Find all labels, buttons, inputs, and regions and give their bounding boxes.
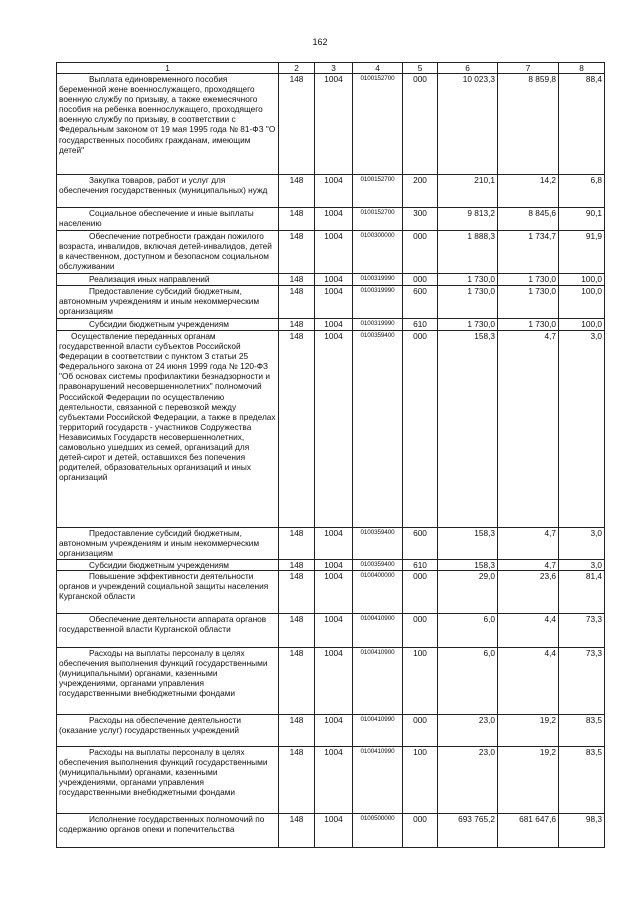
section-code-cell: 1004 <box>315 571 353 614</box>
table-row <box>57 319 605 331</box>
planned-amount-cell: 6,0 <box>438 648 498 715</box>
table-row <box>57 715 605 747</box>
target-article-cell: 0100152700 <box>353 208 403 231</box>
execution-percent-cell: 6,8 <box>559 175 605 208</box>
execution-percent-cell: 3,0 <box>559 528 605 560</box>
target-article-cell: 0100359400 <box>353 560 403 571</box>
executed-amount-cell: 1 730,0 <box>498 319 559 331</box>
section-code-cell: 1004 <box>315 319 353 331</box>
executed-amount-cell: 4,7 <box>498 560 559 571</box>
execution-percent-cell: 83,5 <box>559 747 605 814</box>
expense-type-cell: 100 <box>403 648 438 715</box>
expense-type-cell: 600 <box>403 528 438 560</box>
row-description: Социальное обеспечение и иные выплаты населению <box>57 208 279 231</box>
column-header: 6 <box>438 63 498 74</box>
table-row <box>57 175 605 208</box>
column-header: 8 <box>559 63 605 74</box>
planned-amount-cell: 10 023,3 <box>438 74 498 175</box>
execution-percent-cell: 81,4 <box>559 571 605 614</box>
row-description: Выплата единовременного пособия беременной жене военнослужащего, проходящего военную службу по призыву, а также ежемесячного пособия на ребенка военнослужащего, проходящего военную службу по призыву, в соответствии с Федеральным законом от 19 мая 1995 года № 81-ФЗ "О государственных пособиях гражданам, имеющим детей" <box>57 74 279 175</box>
target-article-cell: 0100410900 <box>353 648 403 715</box>
planned-amount-cell: 29,0 <box>438 571 498 614</box>
admin-code-cell: 148 <box>279 648 315 715</box>
row-description: Субсидии бюджетным учреждениям <box>57 560 279 571</box>
target-article-cell: 0100319990 <box>353 319 403 331</box>
row-description: Обеспечение потребности граждан пожилого возраста, инвалидов, включая детей-инвалидов, детей в качественном, доступном и безопасном социальном обслуживании <box>57 231 279 274</box>
table-row <box>57 286 605 319</box>
execution-percent-cell: 91,9 <box>559 231 605 274</box>
row-description: Расходы на выплаты персоналу в целях обеспечения выполнения функций государственными (муниципальными) органами, казенными учреждениями, органами управления государственными внебюджетными фондами <box>57 648 279 715</box>
target-article-cell: 0100410990 <box>353 747 403 814</box>
executed-amount-cell: 8 845,6 <box>498 208 559 231</box>
execution-percent-cell: 3,0 <box>559 331 605 528</box>
expense-type-cell: 610 <box>403 560 438 571</box>
column-header: 1 <box>57 63 279 74</box>
section-code-cell: 1004 <box>315 286 353 319</box>
planned-amount-cell: 1 730,0 <box>438 274 498 286</box>
row-description: Предоставление субсидий бюджетным, автономным учреждениям и иным некоммерческим организациям <box>57 286 279 319</box>
table-row <box>57 231 605 274</box>
planned-amount-cell: 1 730,0 <box>438 319 498 331</box>
budget-table <box>56 62 605 848</box>
execution-percent-cell: 73,3 <box>559 648 605 715</box>
executed-amount-cell: 1 734,7 <box>498 231 559 274</box>
column-header: 5 <box>403 63 438 74</box>
executed-amount-cell: 14,2 <box>498 175 559 208</box>
table-row <box>57 747 605 814</box>
target-article-cell: 0100319990 <box>353 286 403 319</box>
planned-amount-cell: 6,0 <box>438 614 498 648</box>
target-article-cell: 0100152700 <box>353 175 403 208</box>
section-code-cell: 1004 <box>315 208 353 231</box>
admin-code-cell: 148 <box>279 528 315 560</box>
planned-amount-cell: 693 765,2 <box>438 814 498 848</box>
admin-code-cell: 148 <box>279 274 315 286</box>
execution-percent-cell: 100,0 <box>559 319 605 331</box>
execution-percent-cell: 98,3 <box>559 814 605 848</box>
executed-amount-cell: 19,2 <box>498 747 559 814</box>
admin-code-cell: 148 <box>279 231 315 274</box>
section-code-cell: 1004 <box>315 814 353 848</box>
admin-code-cell: 148 <box>279 715 315 747</box>
executed-amount-cell: 4,7 <box>498 528 559 560</box>
column-header: 2 <box>279 63 315 74</box>
admin-code-cell: 148 <box>279 814 315 848</box>
target-article-cell: 0100400000 <box>353 571 403 614</box>
table-row <box>57 528 605 560</box>
target-article-cell: 0100410900 <box>353 614 403 648</box>
execution-percent-cell: 88,4 <box>559 74 605 175</box>
table-row <box>57 648 605 715</box>
row-description: Обеспечение деятельности аппарата органов государственной власти Курганской области <box>57 614 279 648</box>
row-description: Расходы на обеспечение деятельности (оказание услуг) государственных учреждений <box>57 715 279 747</box>
row-description: Предоставление субсидий бюджетным, автономным учреждениям и иным некоммерческим организациям <box>57 528 279 560</box>
section-code-cell: 1004 <box>315 614 353 648</box>
target-article-cell: 0100500000 <box>353 814 403 848</box>
admin-code-cell: 148 <box>279 286 315 319</box>
table-row <box>57 571 605 614</box>
table-row <box>57 614 605 648</box>
expense-type-cell: 600 <box>403 286 438 319</box>
row-description: Расходы на выплаты персоналу в целях обеспечения выполнения функций государственными (муниципальными) органами, казенными учреждениями, органами управления государственными внебюджетными фондами <box>57 747 279 814</box>
expense-type-cell: 000 <box>403 274 438 286</box>
expense-type-cell: 000 <box>403 74 438 175</box>
row-description: Осуществление переданных органам государственной власти субъектов Российской Федерации в соответствии с пунктом 3 статьи 25 Федерального закона от 24 июня 1999 года № 120-ФЗ "Об основах системы профилактики безнадзорности и правонарушений несовершеннолетних" полномочий Российской Федерации по осуществлению деятельности, связанной с перевозкой между субъектами Российской Федерации, а также в пределах территорий государств - участников Содружества Независимых Государств несовершеннолетних, самовольно ушедших из семей, организаций для детей-сирот и детей, оставшихся без попечения родителей, образовательных организаций и иных организаций <box>57 331 279 528</box>
section-code-cell: 1004 <box>315 274 353 286</box>
planned-amount-cell: 23,0 <box>438 715 498 747</box>
section-code-cell: 1004 <box>315 648 353 715</box>
row-description: Повышение эффективности деятельности органов и учреждений социальной защиты населения Курганской области <box>57 571 279 614</box>
admin-code-cell: 148 <box>279 208 315 231</box>
column-header: 4 <box>353 63 403 74</box>
column-header: 3 <box>315 63 353 74</box>
planned-amount-cell: 9 813,2 <box>438 208 498 231</box>
expense-type-cell: 000 <box>403 614 438 648</box>
section-code-cell: 1004 <box>315 231 353 274</box>
executed-amount-cell: 19,2 <box>498 715 559 747</box>
admin-code-cell: 148 <box>279 331 315 528</box>
target-article-cell: 0100300000 <box>353 231 403 274</box>
admin-code-cell: 148 <box>279 175 315 208</box>
executed-amount-cell: 1 730,0 <box>498 274 559 286</box>
table-row <box>57 814 605 848</box>
admin-code-cell: 148 <box>279 560 315 571</box>
table-row <box>57 331 605 528</box>
admin-code-cell: 148 <box>279 319 315 331</box>
planned-amount-cell: 210,1 <box>438 175 498 208</box>
execution-percent-cell: 83,5 <box>559 715 605 747</box>
table-body <box>57 74 605 848</box>
row-description: Закупка товаров, работ и услуг для обеспечения государственных (муниципальных) нужд <box>57 175 279 208</box>
page-number: 162 <box>312 37 328 47</box>
planned-amount-cell: 158,3 <box>438 331 498 528</box>
planned-amount-cell: 23,0 <box>438 747 498 814</box>
expense-type-cell: 610 <box>403 319 438 331</box>
section-code-cell: 1004 <box>315 175 353 208</box>
execution-percent-cell: 90,1 <box>559 208 605 231</box>
expense-type-cell: 000 <box>403 231 438 274</box>
target-article-cell: 0100359400 <box>353 528 403 560</box>
execution-percent-cell: 100,0 <box>559 286 605 319</box>
execution-percent-cell: 73,3 <box>559 614 605 648</box>
table-row <box>57 274 605 286</box>
executed-amount-cell: 681 647,6 <box>498 814 559 848</box>
table-row <box>57 560 605 571</box>
expense-type-cell: 300 <box>403 208 438 231</box>
executed-amount-cell: 8 859,8 <box>498 74 559 175</box>
table-row <box>57 74 605 175</box>
section-code-cell: 1004 <box>315 747 353 814</box>
row-description: Реализация иных направлений <box>57 274 279 286</box>
admin-code-cell: 148 <box>279 747 315 814</box>
expense-type-cell: 200 <box>403 175 438 208</box>
section-code-cell: 1004 <box>315 331 353 528</box>
admin-code-cell: 148 <box>279 571 315 614</box>
section-code-cell: 1004 <box>315 74 353 175</box>
admin-code-cell: 148 <box>279 614 315 648</box>
expense-type-cell: 000 <box>403 814 438 848</box>
table-header-row <box>57 63 605 74</box>
planned-amount-cell: 1 730,0 <box>438 286 498 319</box>
planned-amount-cell: 158,3 <box>438 528 498 560</box>
expense-type-cell: 000 <box>403 715 438 747</box>
execution-percent-cell: 3,0 <box>559 560 605 571</box>
expense-type-cell: 100 <box>403 747 438 814</box>
target-article-cell: 0100359400 <box>353 331 403 528</box>
planned-amount-cell: 158,3 <box>438 560 498 571</box>
table-row <box>57 208 605 231</box>
target-article-cell: 0100152700 <box>353 74 403 175</box>
section-code-cell: 1004 <box>315 560 353 571</box>
planned-amount-cell: 1 888,3 <box>438 231 498 274</box>
admin-code-cell: 148 <box>279 74 315 175</box>
executed-amount-cell: 23,6 <box>498 571 559 614</box>
target-article-cell: 0100410990 <box>353 715 403 747</box>
executed-amount-cell: 4,4 <box>498 614 559 648</box>
executed-amount-cell: 4,4 <box>498 648 559 715</box>
column-header: 7 <box>498 63 559 74</box>
expense-type-cell: 000 <box>403 571 438 614</box>
execution-percent-cell: 100,0 <box>559 274 605 286</box>
target-article-cell: 0100319990 <box>353 274 403 286</box>
row-description: Исполнение государственных полномочий по содержанию органов опеки и попечительства <box>57 814 279 848</box>
section-code-cell: 1004 <box>315 528 353 560</box>
expense-type-cell: 000 <box>403 331 438 528</box>
executed-amount-cell: 1 730,0 <box>498 286 559 319</box>
executed-amount-cell: 4,7 <box>498 331 559 528</box>
section-code-cell: 1004 <box>315 715 353 747</box>
row-description: Субсидии бюджетным учреждениям <box>57 319 279 331</box>
